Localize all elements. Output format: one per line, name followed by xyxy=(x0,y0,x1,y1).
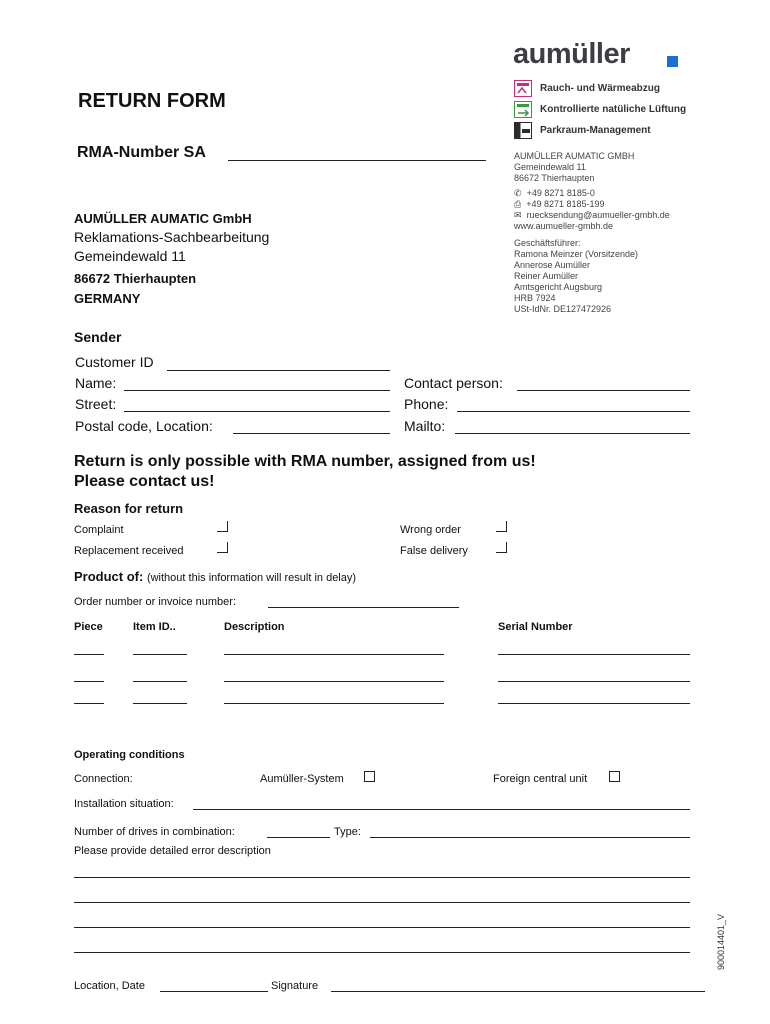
manager-3: Reiner Aumüller xyxy=(514,271,579,281)
rma-number-field[interactable] xyxy=(228,160,486,161)
recipient-name: AUMÜLLER AUMATIC GmbH xyxy=(74,211,252,226)
contact-person-field[interactable] xyxy=(517,390,690,391)
company-city: 86672 Thierhaupten xyxy=(514,173,595,183)
company-phone-row xyxy=(514,188,595,199)
error-line-1[interactable] xyxy=(74,877,690,878)
complaint-checkbox[interactable] xyxy=(217,521,228,532)
postal-label: Postal code, Location: xyxy=(75,418,213,434)
piece-field-1[interactable] xyxy=(74,654,104,655)
name-field[interactable] xyxy=(124,390,390,391)
contact-notice: Please contact us! xyxy=(74,473,215,490)
replacement-label: Replacement received xyxy=(74,545,184,557)
error-description-label: Please provide detailed error description xyxy=(74,845,271,857)
company-web[interactable]: www.aumueller-gmbh.de xyxy=(514,221,614,231)
connection-label: Connection: xyxy=(74,773,133,785)
mail-icon: ✉ xyxy=(514,210,522,220)
document-number: 900014401_V xyxy=(716,913,726,970)
description-field-2[interactable] xyxy=(224,681,444,682)
foreign-unit-label: Foreign central unit xyxy=(493,773,588,785)
management-label: Geschäftsführer: xyxy=(514,238,581,248)
description-field-3[interactable] xyxy=(224,703,444,704)
installation-label: Installation situation: xyxy=(74,798,174,810)
company-email[interactable]: ruecksendung@aumueller-gmbh.de xyxy=(526,210,670,220)
sender-heading: Sender xyxy=(74,329,122,345)
product-heading xyxy=(74,569,356,584)
customer-id-field[interactable] xyxy=(167,370,390,371)
contact-person-label: Contact person: xyxy=(404,375,503,391)
recipient-city: 86672 Thierhaupten xyxy=(74,271,197,286)
company-hrb: HRB 7924 xyxy=(514,293,556,303)
col-piece: Piece xyxy=(74,621,103,633)
phone-field[interactable] xyxy=(457,411,690,412)
postal-field[interactable] xyxy=(233,433,390,434)
col-serial: Serial Number xyxy=(498,621,573,633)
mailto-label: Mailto: xyxy=(404,418,446,434)
item-field-2[interactable] xyxy=(133,681,187,682)
serial-field-3[interactable] xyxy=(498,703,690,704)
col-description: Description xyxy=(224,621,285,633)
false-delivery-checkbox[interactable] xyxy=(496,542,507,553)
form-title: RETURN FORM xyxy=(78,90,226,112)
type-field[interactable] xyxy=(370,837,690,838)
error-line-3[interactable] xyxy=(74,927,690,928)
mailto-field[interactable] xyxy=(455,433,690,434)
location-date-field[interactable] xyxy=(160,991,268,992)
logo-square-icon xyxy=(667,56,678,67)
company-phone: +49 8271 8185-0 xyxy=(526,188,595,198)
piece-field-3[interactable] xyxy=(74,703,104,704)
serial-field-2[interactable] xyxy=(498,681,690,682)
phone-icon: ✆ xyxy=(514,188,522,198)
order-number-field[interactable] xyxy=(268,607,459,608)
rma-notice: Return is only possible with RMA number, assigned from us! xyxy=(74,453,536,470)
aumueller-system-label: Aumüller-System xyxy=(260,773,344,785)
ventilation-icon xyxy=(514,101,532,118)
recipient-country: GERMANY xyxy=(74,291,141,306)
street-label: Street: xyxy=(75,396,117,412)
serial-field-1[interactable] xyxy=(498,654,690,655)
item-field-1[interactable] xyxy=(133,654,187,655)
drives-field[interactable] xyxy=(267,837,330,838)
product-label: Product of: xyxy=(74,569,144,584)
fax-icon: ⎙ xyxy=(514,199,522,209)
operating-heading: Operating conditions xyxy=(74,749,185,761)
signature-label: Signature xyxy=(271,980,319,992)
order-number-label: Order number or invoice number: xyxy=(74,596,237,608)
category-ventilation: Kontrollierte natüliche Lüftung xyxy=(540,104,687,115)
rma-label: RMA-Number SA xyxy=(77,144,206,161)
customer-id-label: Customer ID xyxy=(75,354,154,370)
replacement-checkbox[interactable] xyxy=(217,542,228,553)
wrong-order-label: Wrong order xyxy=(400,524,461,536)
manager-2: Annerose Aumüller xyxy=(514,260,591,270)
name-label: Name: xyxy=(75,375,117,391)
company-logo: aumüller xyxy=(513,38,630,70)
smoke-vent-icon xyxy=(514,80,532,97)
category-parking: Parkraum-Management xyxy=(540,125,651,136)
description-field-1[interactable] xyxy=(224,654,444,655)
company-street: Gemeindewald 11 xyxy=(514,162,586,172)
manager-1: Ramona Meinzer (Vorsitzende) xyxy=(514,249,639,259)
col-item-id: Item ID.. xyxy=(133,621,176,633)
company-court: Amtsgericht Augsburg xyxy=(514,282,603,292)
company-name: AUMÜLLER AUMATIC GMBH xyxy=(514,151,635,161)
company-fax: +49 8271 8185-199 xyxy=(526,199,605,209)
aumueller-system-checkbox[interactable] xyxy=(364,771,375,782)
piece-field-2[interactable] xyxy=(74,681,104,682)
location-date-label: Location, Date xyxy=(74,980,145,992)
recipient-department: Reklamations-Sachbearbeitung xyxy=(74,229,270,245)
complaint-label: Complaint xyxy=(74,524,124,536)
company-vat: USt-IdNr. DE127472926 xyxy=(514,304,612,314)
signature-field[interactable] xyxy=(331,991,705,992)
type-label: Type: xyxy=(334,826,361,838)
item-field-3[interactable] xyxy=(133,703,187,704)
wrong-order-checkbox[interactable] xyxy=(496,521,507,532)
installation-field[interactable] xyxy=(193,809,690,810)
reason-heading: Reason for return xyxy=(74,501,184,516)
parking-icon xyxy=(514,122,532,139)
phone-label: Phone: xyxy=(404,396,449,412)
error-line-4[interactable] xyxy=(74,952,690,953)
street-field[interactable] xyxy=(124,411,390,412)
error-line-2[interactable] xyxy=(74,902,690,903)
foreign-unit-checkbox[interactable] xyxy=(609,771,620,782)
category-smoke-vent: Rauch- und Wärmeabzug xyxy=(540,83,661,94)
drives-label: Number of drives in combination: xyxy=(74,826,235,838)
product-note: (without this information will result in delay) xyxy=(146,572,357,584)
recipient-street: Gemeindewald 11 xyxy=(74,248,186,264)
company-fax-row xyxy=(514,199,605,210)
false-delivery-label: False delivery xyxy=(400,545,468,557)
company-email-row xyxy=(514,210,670,221)
